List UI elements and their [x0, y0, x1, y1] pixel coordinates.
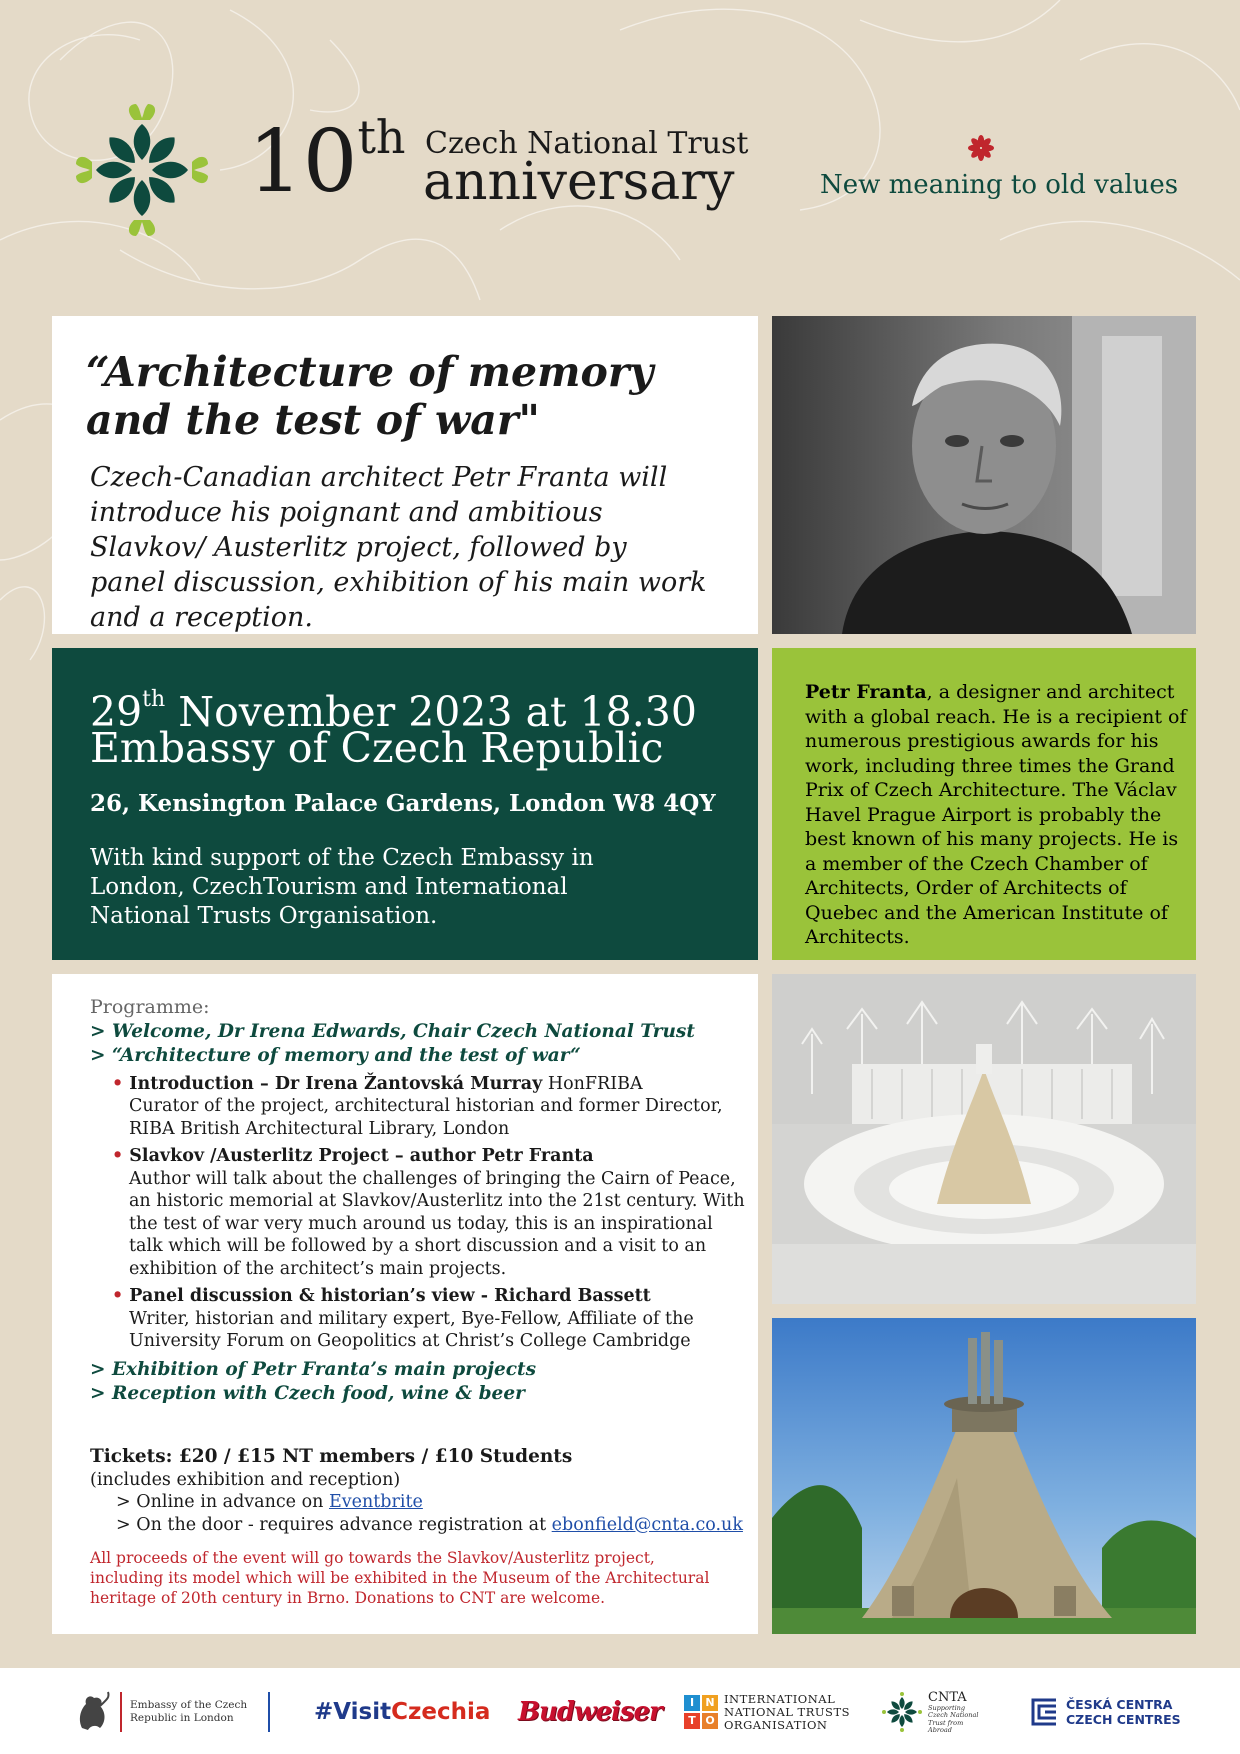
visit-czechia-word: Czechia — [391, 1699, 491, 1725]
cnta-logo: CNTA Supporting Czech National Trust from Abroad — [882, 1690, 984, 1734]
programme-subitem-panel: • Panel discussion & historian’s view - Richard Bassett Writer, historian and military expert, Bye-Fellow, Affiliate of the University Forum on Geopolitics at Christ’s College Cambridge — [112, 1286, 694, 1351]
programme-subitem-project: • Slavkov /Austerlitz Project – author Petr Franta Author will talk about the challenges of bringing the Cairn of Peace, an historic memorial at Slavkov/Austerlitz into the 21st century. With the test of war very much around us today, this is an inspirational talk which will be followed by a short discussion and a visit to an exhibition of the architect’s main projects. — [112, 1146, 745, 1279]
programme-item-exhibition: > Exhibition of Petr Franta’s main projects — [90, 1358, 536, 1380]
visit-czechia-hash: #Visit — [314, 1699, 392, 1725]
budweiser-logo: Budweiser — [518, 1697, 662, 1727]
programme-item-welcome: > Welcome, Dr Irena Edwards, Chair Czech National Trust — [90, 1020, 695, 1042]
registration-email-link[interactable]: ebonfield@cnta.co.uk — [551, 1514, 743, 1535]
programme-heading: Programme: — [90, 996, 210, 1018]
event-title: “Architecture of memory and the test of war" — [86, 348, 654, 444]
event-venue: Embassy of Czech Republic — [90, 724, 664, 772]
programme-item-reception: > Reception with Czech food, wine & beer — [90, 1383, 525, 1404]
into-grid-icon: I N T O — [684, 1695, 718, 1729]
donation-note: All proceeds of the event will go towards the Slavkov/Austerlitz project, including its model which will be exhibited in the Museum of the Architectural heritage of 20th century in Brno. Donations to CNT are welcome. — [90, 1549, 710, 1607]
event-date: 29th November 2023 at 18.30 — [90, 687, 697, 736]
czech-lion-icon — [72, 1690, 114, 1734]
visit-czechia-logo — [314, 1690, 490, 1734]
anniversary-number: 10th — [248, 110, 406, 212]
flower-logo-icon — [72, 100, 212, 240]
cairn-of-peace-photo — [772, 1318, 1196, 1634]
czech-centres-icon — [1030, 1697, 1060, 1727]
programme-item-lecture: > “Architecture of memory and the test of war“ — [90, 1045, 581, 1066]
architect-portrait-photo — [772, 316, 1196, 634]
cnta-flower-icon — [882, 1692, 922, 1732]
architect-bio: Petr Franta, a designer and architect with a global reach. He is a recipient of numerous prestigious awards for his work, including three times the Grand Prix of Czech Architecture. The Václav Havel Prague Airport is probably the best known of his many projects. He is a member of the Czech Chamber of Architects, Order of Architects of Quebec and the American Institute of Architects. — [805, 681, 1187, 948]
tickets-online: > Online in advance on Eventbrite — [116, 1492, 423, 1512]
tagline: New meaning to old values — [820, 170, 1179, 200]
into-logo: I N T O INTERNATIONAL NATIONAL TRUSTS ORGANISATION — [684, 1690, 850, 1734]
red-flower-icon — [967, 134, 995, 162]
event-support: With kind support of the Czech Embassy in London, CzechTourism and International National Trusts Organisation. — [90, 845, 594, 929]
event-intro: Czech-Canadian architect Petr Franta will introduce his poignant and ambitious Slavkov/ Austerlitz project, followed by panel discussion, exhibition of his main work and a reception. — [90, 462, 707, 633]
tickets — [90, 1446, 750, 1536]
architecture-model-photo — [772, 974, 1196, 1304]
embassy-logo-text: Embassy of the Czech Republic in London — [130, 1699, 248, 1724]
event-address: 26, Kensington Palace Gardens, London W8 4QY — [90, 790, 716, 817]
tickets-door: > On the door - requires advance registration at ebonfield@cnta.co.uk — [116, 1514, 743, 1535]
eventbrite-link[interactable]: Eventbrite — [328, 1492, 423, 1512]
programme — [90, 996, 750, 1408]
embassy-logo — [72, 1690, 272, 1734]
anniversary-line2: anniversary — [423, 152, 735, 212]
tickets-note: (includes exhibition and reception) — [90, 1469, 401, 1490]
anniversary-line1: Czech National Trust — [425, 126, 749, 161]
czech-centres-logo: ČESKÁ CENTRA CZECH CENTRES — [1030, 1690, 1181, 1734]
programme-subitem-introduction: • Introduction – Dr Irena Žantovská Murray HonFRIBA Curator of the project, architectural historian and former Director, RIBA British Architectural Library, London — [112, 1073, 723, 1139]
tickets-heading: Tickets: £20 / £15 NT members / £10 Students — [90, 1446, 573, 1467]
